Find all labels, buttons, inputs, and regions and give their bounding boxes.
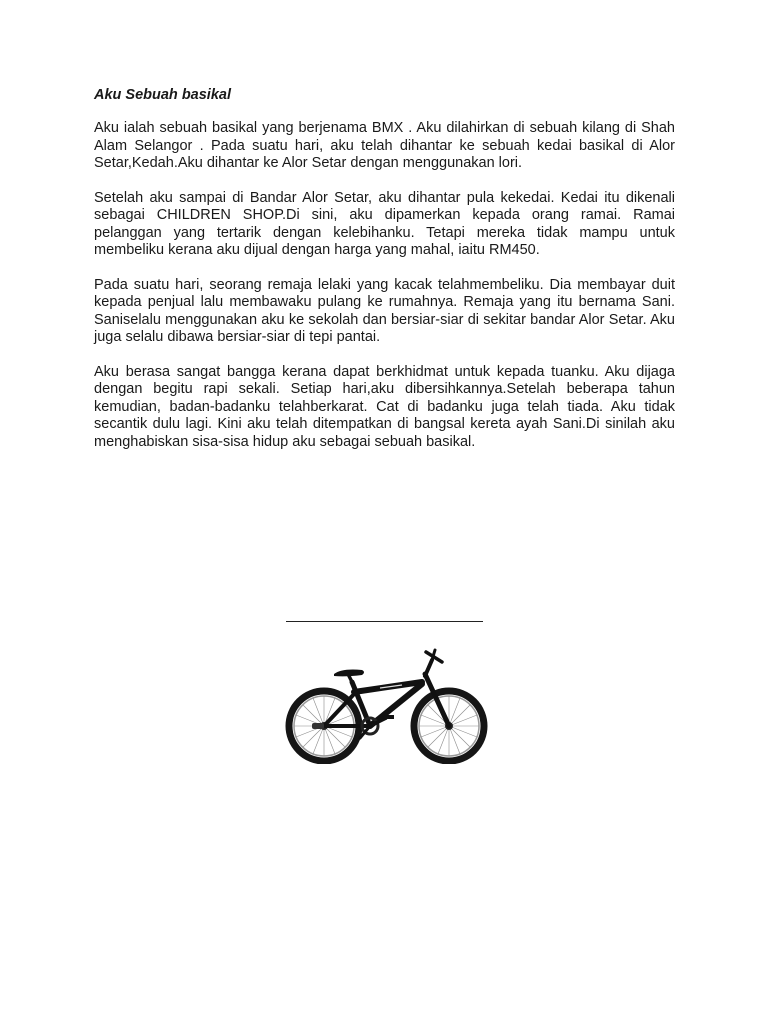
- paragraph-2: Setelah aku sampai di Bandar Alor Setar, aku dihantar pula kekedai. Kedai itu dikenali sebagai CHILDREN SHOP.Di sini, aku dipamerkan kepada orang ramai. Ramai pelanggan yang tertarik dengan kelebihanku. Tetapi mereka tidak mampu untuk membeliku kerana aku dijual dengan harga yang mahal, iaitu RM450.: [94, 189, 675, 258]
- paragraph-1: Aku ialah sebuah basikal yang berjenama BMX . Aku dilahirkan di sebuah kilang di Shah Alam Selangor . Pada suatu hari, aku telah dihantar ke sebuah kedai basikal di Alor Setar,Kedah.Aku dihantar ke Alor Setar dengan menggunakan lori.: [94, 120, 675, 171]
- rear-peg: [312, 723, 324, 729]
- document-body: [94, 86, 675, 468]
- document-title: Aku Sebuah basikal: [94, 87, 231, 103]
- paragraph-4: Aku berasa sangat bangga kerana dapat berkhidmat untuk kepada tuanku. Aku dijaga dengan begitu rapi sekali. Setiap hari,aku dibersihkannya.Setelah beberapa tahun kemudian, badan-badanku telahberkarat. Cat di badanku juga telah tiada. Aku tidak secantik dulu lagi. Kini aku telah ditempatkan di bangsal kereta ayah Sani.Di sinilah aku menghabiskan sisa-sisa hidup aku sebagai sebuah basikal.: [94, 363, 675, 450]
- bike-frame: [324, 650, 449, 726]
- bmx-bicycle-icon: [282, 646, 490, 764]
- horizontal-rule: [286, 621, 483, 622]
- bike-seat: [334, 670, 364, 677]
- paragraph-3: Pada suatu hari, seorang remaja lelaki yang kacak telahmembeliku. Dia membayar duit kepada penjual lalu membawaku pulang ke rumahnya. Remaja yang itu bernama Sani. Saniselalu menggunakan aku ke sekolah dan bersiar-siar di sekitar bandar Alor Setar. Aku juga selalu dibawa bersiar-siar di tepi pantai.: [94, 276, 675, 345]
